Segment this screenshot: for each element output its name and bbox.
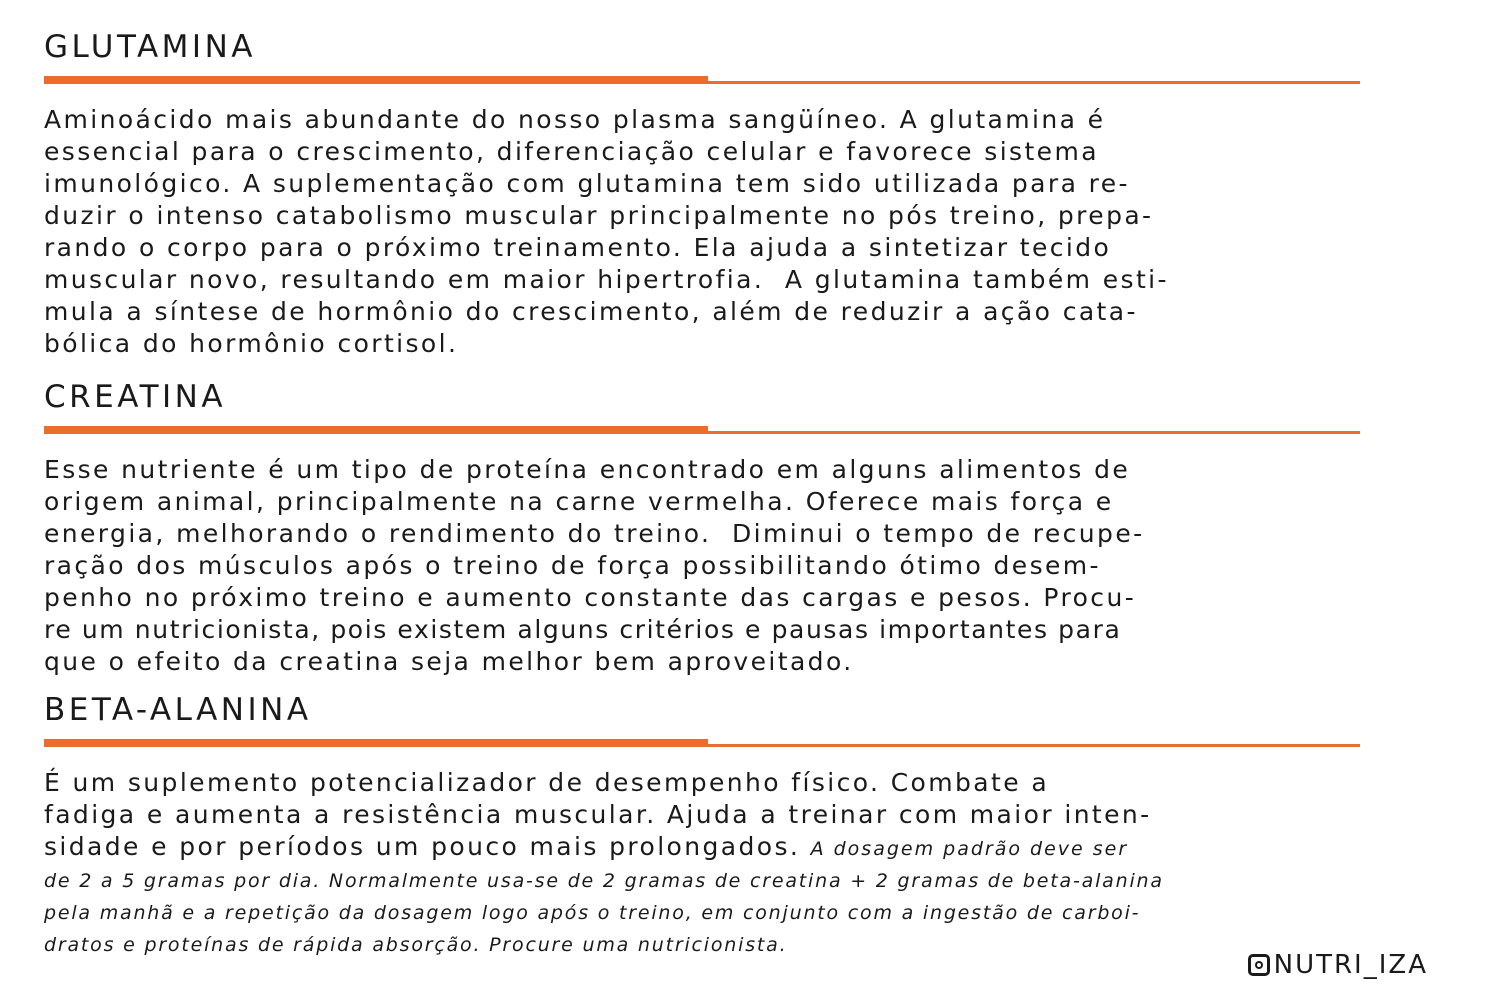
section-divider [44, 738, 1360, 747]
section-title: CREATINA [44, 379, 227, 415]
body-text: sidade e por períodos um pouco mais prolongados. [44, 832, 801, 861]
body-line: mula a síntese de hormônio do crescimento, além de reduzir a ação cata- [44, 297, 1138, 326]
body-line: duzir o intenso catabolismo muscular principalmente no pós treino, prepa- [44, 201, 1154, 230]
dosage-note-line: pela manhã e a repetição da dosagem logo após o treino, em conjunto com a ingestão de carboi- [44, 902, 1141, 924]
body-line: fadiga e aumenta a resistência muscular. Ajuda a treinar com maior inten- [44, 800, 1152, 829]
body-line: origem animal, principalmente na carne vermelha. Oferece mais força e [44, 487, 1114, 516]
instagram-icon [1248, 954, 1270, 976]
body-line: imunológico. A suplementação com glutamina tem sido utilizada para re- [44, 169, 1130, 198]
body-line: Esse nutriente é um tipo de proteína encontrado em alguns alimentos de [44, 455, 1131, 484]
section-title: BETA-ALANINA [44, 692, 312, 728]
body-line: re um nutricionista, pois existem alguns critérios e pausas importantes para [44, 615, 1122, 644]
dosage-note-line: de 2 a 5 gramas por dia. Normalmente usa-se de 2 gramas de creatina + 2 gramas de beta-alanina [44, 870, 1164, 892]
body-line: energia, melhorando o rendimento do treino. Diminui o tempo de recupe- [44, 519, 1145, 548]
dosage-note: A dosagem padrão deve ser [810, 838, 1129, 860]
section-divider [44, 75, 1360, 84]
section-beta-alanina [44, 692, 1360, 961]
body-line: penho no próximo treino e aumento constante das cargas e pesos. Procu- [44, 583, 1137, 612]
section-body [44, 454, 1360, 678]
section-divider [44, 425, 1360, 434]
instagram-handle[interactable] [1248, 950, 1428, 980]
section-creatina [44, 379, 1360, 678]
dosage-note-line: dratos e proteínas de rápida absorção. Procure uma nutricionista. [44, 934, 788, 956]
section-glutamina [44, 29, 1360, 360]
body-line: muscular novo, resultando em maior hipertrofia. A glutamina também esti- [44, 265, 1169, 294]
body-line: É um suplemento potencializador de desempenho físico. Combate a [44, 768, 1050, 797]
body-line: bólica do hormônio cortisol. [44, 329, 459, 358]
section-body [44, 767, 1360, 961]
body-line: essencial para o crescimento, diferenciação celular e favorece sistema [44, 137, 1099, 166]
body-line: ração dos músculos após o treino de força possibilitando ótimo desem- [44, 551, 1101, 580]
section-body [44, 104, 1360, 360]
handle-text: NUTRI_IZA [1273, 950, 1428, 980]
section-title: GLUTAMINA [44, 29, 256, 65]
body-line: rando o corpo para o próximo treinamento. Ela ajuda a sintetizar tecido [44, 233, 1112, 262]
body-line: que o efeito da creatina seja melhor bem aproveitado. [44, 647, 854, 676]
body-line-with-note [44, 831, 1360, 865]
body-line: Aminoácido mais abundante do nosso plasma sangüíneo. A glutamina é [44, 105, 1106, 134]
